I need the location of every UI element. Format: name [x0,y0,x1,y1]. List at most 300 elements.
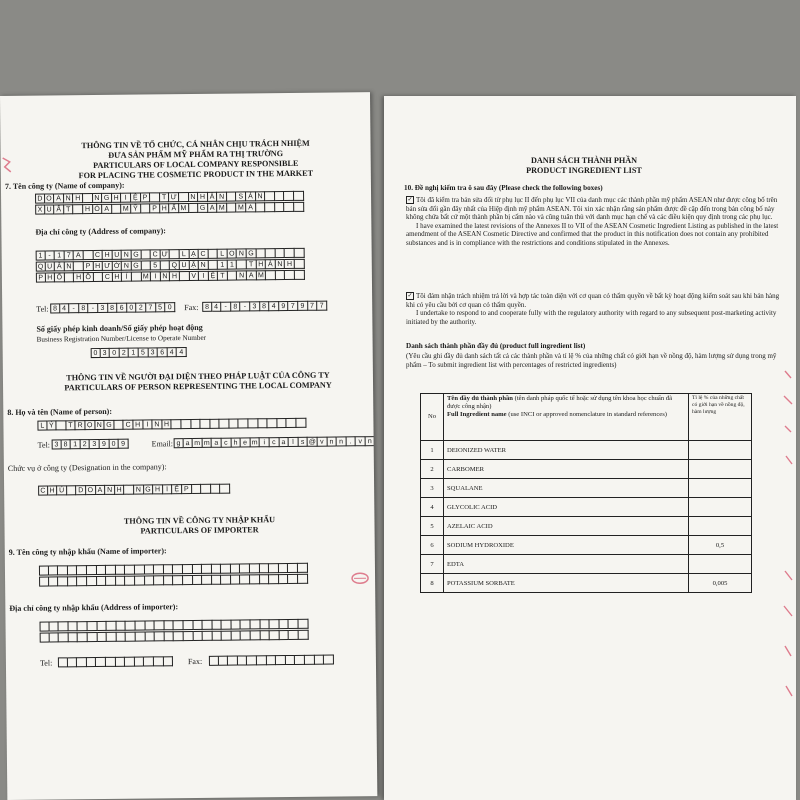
char-box: Â [208,192,218,202]
char-box [285,202,295,212]
restricted-percentage [689,555,752,574]
char-box: H [112,193,122,203]
char-box [295,259,305,269]
char-box [65,272,75,282]
char-box [191,419,201,429]
char-box [115,657,125,667]
char-box [298,574,308,584]
rep-title-vn: THÔNG TIN VỀ NGƯỜI ĐẠI DIỆN THEO PHÁP LUẬT CỦA CÔNG TY [66,370,330,383]
char-box: L [218,249,228,259]
char-box [145,620,155,630]
char-box: X [35,205,45,215]
position-label: Chức vụ ở công ty (Designation in the company): [7,462,167,473]
char-box [270,630,280,640]
char-box [125,657,135,667]
restricted-percentage: 0,5 [689,536,752,555]
char-box: m [250,437,260,447]
char-box [266,270,276,280]
char-box [141,260,151,270]
char-box [208,249,218,259]
char-box: 3 [90,439,100,449]
char-box [160,260,170,270]
char-box: 7 [289,301,299,311]
char-box: a [212,438,222,448]
tel-field [50,302,175,313]
title-en: PARTICULARS OF LOCAL COMPANY RESPONSIBLE [93,158,299,171]
importer-tel-label: Tel: [39,658,53,668]
char-box [189,203,199,213]
char-box [77,576,87,586]
char-box [77,565,87,575]
char-box [154,575,164,585]
char-box: 0 [127,303,137,313]
char-box: A [96,485,106,495]
char-box [96,565,106,575]
char-box [40,633,50,643]
restricted-percentage: 0,005 [689,574,752,593]
row-number: 5 [421,517,444,536]
ingredient-name: AZELAIC ACID [444,517,689,536]
table-row [421,536,752,555]
char-box: 7 [64,250,74,260]
char-box [68,576,78,586]
char-box [288,574,298,584]
char-box [58,657,68,667]
char-box: H [73,193,83,203]
table-header-row [421,394,752,441]
char-box [247,655,257,665]
char-box [250,563,260,573]
char-box [222,631,232,641]
char-box [268,418,278,428]
char-box [116,621,126,631]
char-box [97,621,107,631]
char-box [49,576,59,586]
char-box: A [247,270,257,280]
tel2-label: Tel: [37,440,51,450]
char-box [144,564,154,574]
char-box [170,249,180,259]
char-box [231,575,241,585]
char-box: Q [170,260,180,270]
char-box: I [121,193,131,203]
char-box [220,484,230,494]
char-box: P [141,192,151,202]
char-box [107,621,117,631]
char-box [260,574,270,584]
char-box [49,565,59,575]
ingredient-name: GLYCOLIC ACID [444,498,689,517]
char-box [279,574,289,584]
char-box [229,419,239,429]
char-box: I [163,484,173,494]
char-box: N [276,259,286,269]
col-pct-header: Tỉ lệ % của những chất có giới hạn về nồng độ, hàm lượng [689,394,752,441]
char-box: 3 [98,303,108,313]
ingredient-name: EDTA [444,555,689,574]
char-box: U [45,261,55,271]
char-box [135,657,145,667]
char-box: L [180,249,190,259]
char-box [296,418,306,428]
char-box [203,631,213,641]
char-box [96,657,106,667]
char-box [74,261,84,271]
company-name-label: 7. Tên công ty (Name of company): [4,180,125,191]
char-box: 9 [100,439,110,449]
company-section-title [30,138,360,181]
char-box: Ệ [209,271,219,281]
full-list-note: (Yêu cầu ghi đầy đủ danh sách tất cả các thành phần và tỉ lệ % của những chất có giới hạn về nồng độ, hàm lượng sử dụng trong mỹ phẩm – To submit ingredient list with percentages of restricted ingredients) [406,352,777,369]
char-box [126,621,136,631]
char-box [276,655,286,665]
char-box: c [270,437,280,447]
char-box [87,657,97,667]
char-box: M [256,270,266,280]
char-box [184,631,194,641]
ingredient-name: SQUALANE [444,479,689,498]
char-box: A [246,202,256,212]
char-box [164,631,174,641]
char-box: m [202,438,212,448]
char-box: Í [122,272,132,282]
char-box [87,565,97,575]
char-box: Ả [246,191,256,201]
char-box [288,563,298,573]
char-box [279,619,289,629]
char-box [106,657,116,667]
char-box: H [93,261,103,271]
right-document-page [384,96,796,800]
char-box: - [221,302,231,312]
char-box [124,485,134,495]
char-box: 0 [109,439,119,449]
char-box [231,564,241,574]
char-box: 1 [218,260,228,270]
char-box [314,655,324,665]
char-box: 7 [317,301,327,311]
char-box [240,563,250,573]
char-box: G [132,261,142,271]
char-box: s [298,437,308,447]
char-box: C [93,250,103,260]
char-box: . [346,436,356,446]
char-box: Ủ [57,485,67,495]
char-box [250,574,260,584]
char-box: 4 [269,301,279,311]
row-number: 7 [421,555,444,574]
char-box [265,191,275,201]
stamp-mark [782,566,794,726]
char-box: H [74,272,84,282]
char-box: 0 [91,348,101,358]
char-box: N [153,419,163,429]
char-box [270,619,280,629]
char-box [173,575,183,585]
char-box [241,630,251,640]
char-box [57,420,67,430]
company-line-2 [35,202,304,215]
char-box [201,484,211,494]
char-box: C [103,272,113,282]
fax-label: Fax: [184,302,199,313]
stamp-mark [1,156,13,174]
char-box: N [161,271,171,281]
char-box [136,632,146,642]
char-box [183,564,193,574]
char-box [240,574,250,584]
char-box [241,619,251,629]
char-box: N [237,270,247,280]
char-box [210,419,220,429]
char-box [237,259,247,269]
char-box: N [122,250,132,260]
char-box: Ố [55,272,65,282]
char-box [84,250,94,260]
table-row [421,555,752,574]
char-box: 8 [202,302,212,312]
col-name-en: Full Ingredient name [447,411,507,418]
char-box [164,575,174,585]
char-box [228,656,238,666]
importer-address-line-2 [40,630,309,643]
char-box: 1 [129,348,139,358]
importer-fax-label: Fax: [187,656,203,667]
table-row [421,498,752,517]
char-box [203,620,213,630]
row-number: 2 [421,460,444,479]
char-box [126,632,136,642]
char-box: D [76,485,86,495]
checked-box-icon: ✓ [407,197,413,204]
char-box: M [179,203,189,213]
char-box: H [45,272,55,282]
char-box [212,575,222,585]
char-box: 8 [79,303,89,313]
char-box [59,621,69,631]
ingredient-list-title [384,156,784,176]
char-box: H [48,485,58,495]
char-box: G [247,248,257,258]
char-box: 3 [250,301,260,311]
char-box [221,564,231,574]
stamp-mark [782,366,794,486]
char-box: U [180,260,190,270]
char-box [49,621,59,631]
char-box: 2 [119,348,129,358]
char-box [40,622,50,632]
char-box: T [247,259,257,269]
char-box [155,620,165,630]
char-box: Ư [160,249,170,259]
char-box: 6 [117,303,127,313]
char-box [116,565,126,575]
char-box [145,575,155,585]
char-box: Ẩ [169,203,179,213]
checked-box-icon: ✓ [407,293,413,300]
char-box: T [66,420,76,430]
char-box [87,621,97,631]
char-box: 2 [137,302,147,312]
char-box [125,576,135,586]
char-box [248,418,258,428]
char-box [266,655,276,665]
char-box [173,564,183,574]
char-box [193,620,203,630]
char-box [39,566,49,576]
char-box [276,270,286,280]
importer-fax-field [209,655,334,666]
char-box: m [193,438,203,448]
char-box: H [115,485,125,495]
char-box: A [102,204,112,214]
char-box: H [153,484,163,494]
declaration-2-en: I undertake to respond to and cooperate fully with the regulatory authority with regard to any subsequent post-marketing activity initiated by the authority. [406,309,777,326]
char-box: P [84,261,94,271]
row-number: 3 [421,479,444,498]
char-box: N [65,261,75,271]
table-row [421,460,752,479]
char-box: H [198,192,208,202]
license-field [91,347,187,358]
char-box: O [227,249,237,259]
char-box [39,577,49,587]
char-box [238,655,248,665]
char-box [277,418,287,428]
fax-field [202,301,327,312]
char-box [295,270,305,280]
char-box: D [35,194,45,204]
char-box: 8 [61,439,71,449]
table-row [421,479,752,498]
char-box [258,418,268,428]
ingredient-name: POTASSIUM SORBATE [444,574,689,593]
stamp-mark [350,570,370,586]
char-box: H [83,204,93,214]
char-box: M [121,204,131,214]
row-number: 6 [421,536,444,555]
title-en-2: FOR PLACING THE COSMETIC PRODUCT IN THE MARKET [78,168,314,181]
char-box [58,576,68,586]
char-box: 8 [50,303,60,313]
char-box [231,620,241,630]
char-box [260,563,270,573]
char-box [135,576,145,586]
char-box: c [222,438,232,448]
char-box [49,632,59,642]
char-box: Â [55,261,65,271]
char-box: N [122,261,132,271]
char-box: G [132,250,142,260]
char-box: H [160,203,170,213]
char-box [58,565,68,575]
char-box: Ấ [54,204,64,214]
char-box: 5 [151,260,161,270]
col-name-vn: Tên đầy đủ thành phần [447,395,513,402]
char-box [78,621,88,631]
char-box [135,565,145,575]
char-box: - [69,303,79,313]
importer-title-en: PARTICULARS OF IMPORTER [140,525,259,536]
title-vn: THÔNG TIN VỀ TỔ CHỨC, CÁ NHÂN CHỊU TRÁCH NHIỆM [81,138,310,151]
char-box: P [150,203,160,213]
char-box [260,630,270,640]
char-box: Ồ [84,272,94,282]
rep-title-en: PARTICULARS OF PERSON REPRESENTING THE LOCAL COMPANY [64,380,332,393]
check-boxes-label: 10. Đề nghị kiểm tra ô sau đây (Please check the following boxes) [404,184,603,192]
position-field [38,484,230,496]
char-box [211,484,221,494]
char-box [174,631,184,641]
char-box [305,655,315,665]
row-number: 8 [421,574,444,593]
char-box: N [237,248,247,258]
char-box: C [38,486,48,496]
char-box: I [143,419,153,429]
importer-title-vn: THÔNG TIN VỀ CÔNG TY NHẬP KHẨU [123,515,276,526]
char-box: H [103,250,113,260]
char-box: 4 [212,302,222,312]
char-box [257,655,267,665]
char-box: A [208,203,218,213]
char-box: 8 [260,301,270,311]
declaration-2-vn: Tôi đảm nhận trách nhiệm trả lời và hợp tác toàn diện với cơ quan có thẩm quyền về bất kỳ hoạt động kiểm soát sau khi bán hàng khi có yêu cầu bởi cơ quan có thẩm quyền. [406,292,780,309]
char-box [289,619,299,629]
char-box [172,419,182,429]
char-box [284,191,294,201]
char-box [202,564,212,574]
char-box [68,621,78,631]
ingredient-name: CARBOMER [444,460,689,479]
char-box [260,619,270,629]
char-box: e [241,437,251,447]
char-box: H [170,271,180,281]
char-box: A [54,193,64,203]
char-box [289,630,299,640]
col-name-header [444,394,689,441]
char-box: P [182,484,192,494]
char-box: 4 [167,347,177,357]
char-box [181,419,191,429]
restricted-percentage [689,460,752,479]
ingredient-name: DEIONIZED WATER [444,441,689,460]
company-address-label: Địa chỉ công ty (Address of company): [35,226,166,237]
char-box: 4 [60,303,70,313]
char-box: U [45,204,55,214]
char-box [295,655,305,665]
char-box [154,656,164,666]
char-box: Ệ [131,193,141,203]
char-box: G [105,420,115,430]
left-document-page [0,92,377,800]
char-box [266,248,276,258]
importer-address-label: Địa chỉ công ty nhập khẩu (Address of importer): [9,602,179,613]
tel-label: Tel: [36,304,49,314]
char-box: H [256,259,266,269]
char-box: - [241,301,251,311]
char-box: P [36,273,46,283]
char-box: - [45,250,55,260]
char-box: T [160,192,170,202]
char-box: À [266,259,276,269]
char-box [116,576,126,586]
char-box: g [174,438,184,448]
char-box: U [112,250,122,260]
char-box [87,576,97,586]
char-box [78,632,88,642]
char-box: 3 [100,348,110,358]
char-box [212,631,222,641]
